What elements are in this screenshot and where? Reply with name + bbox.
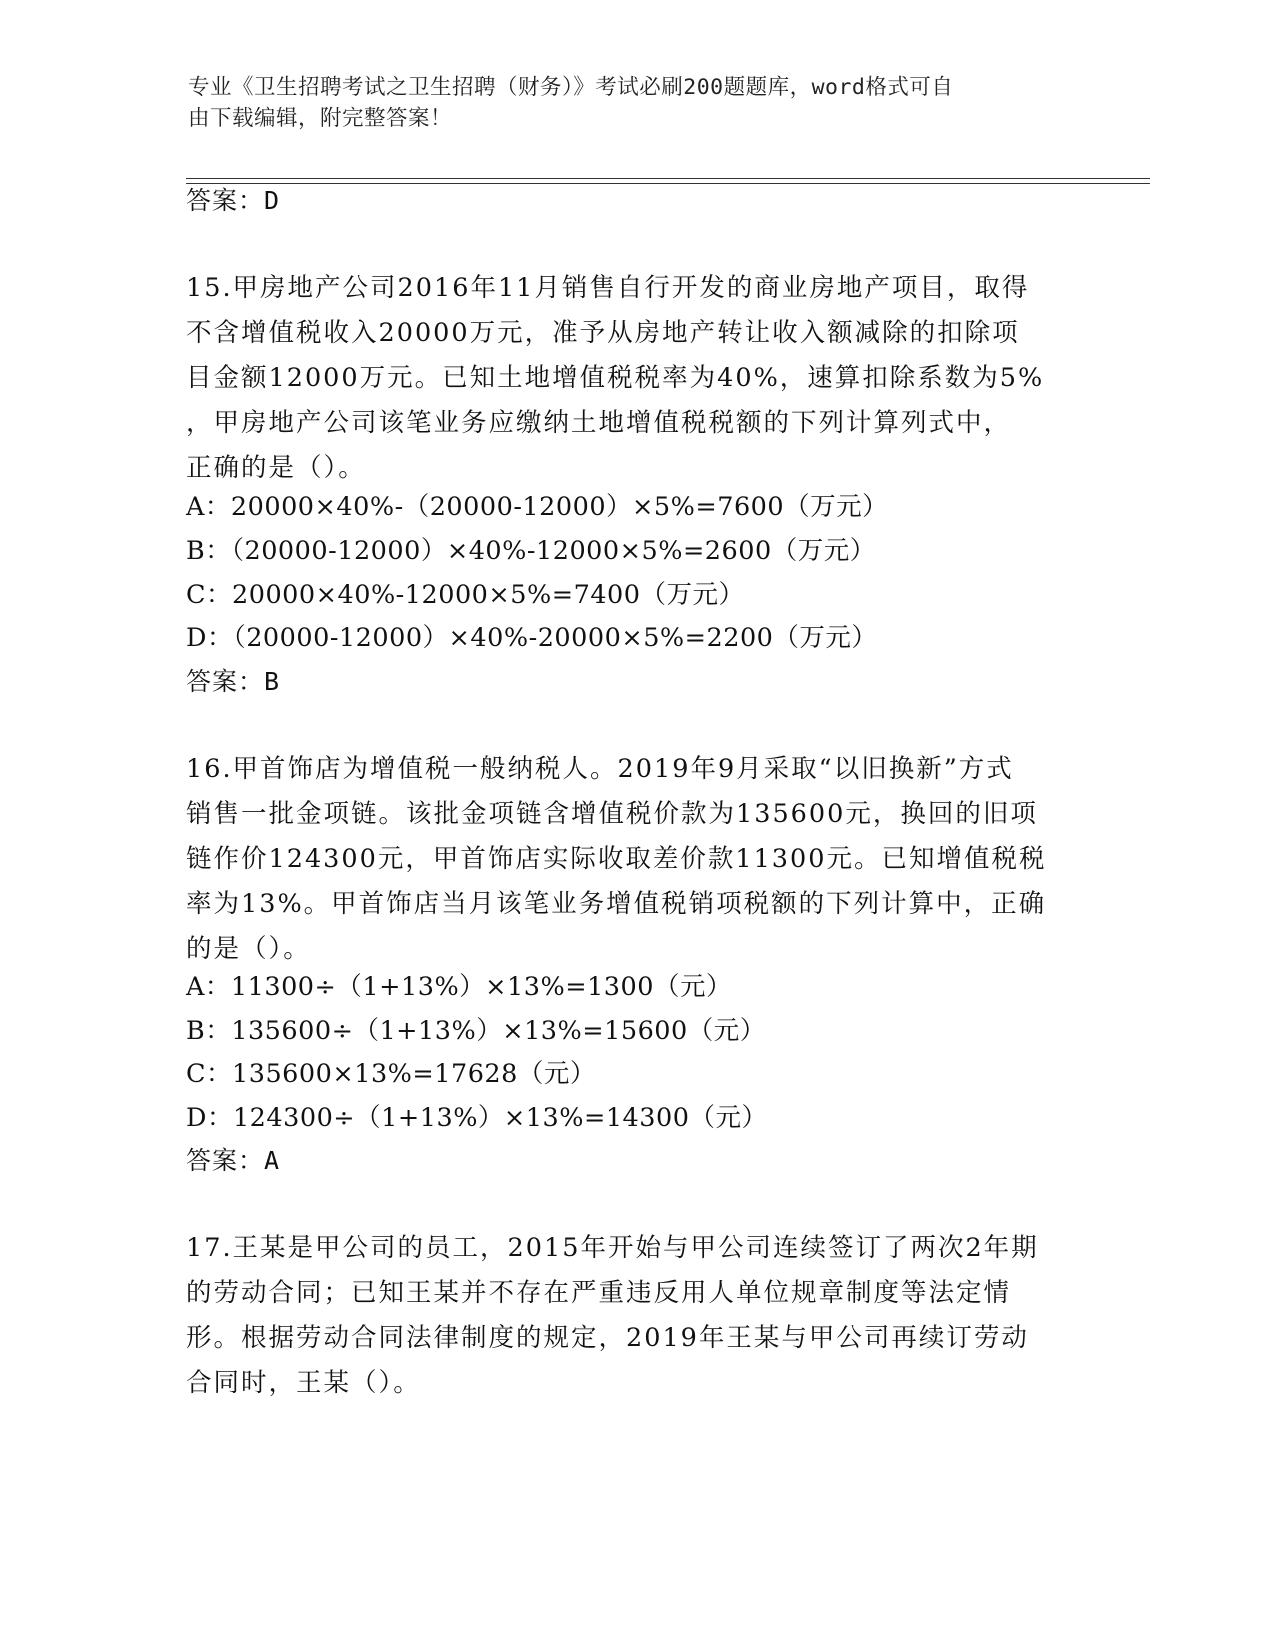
question-16-line-4: 率为13%。甲首饰店当月该笔业务增值税销项税额的下列计算中，正确 [186, 889, 1047, 919]
question-17-line-2: 的劳动合同；已知王某并不存在严重违反用人单位规章制度等法定情 [186, 1278, 1012, 1308]
header-rule-bottom [186, 183, 1150, 184]
question-16-option-d: D：124300÷（1+13%）×13%=14300（元） [186, 1103, 768, 1133]
header-line-1: 专业《卫生招聘考试之卫生招聘（财务）》考试必刷200题题库，word格式可自 [188, 75, 954, 100]
question-15-option-d: D：（20000-12000）×40%-20000×5%=2200（万元） [186, 623, 878, 653]
answer-q14: 答案：D [186, 186, 281, 215]
header-line-2: 由下载编辑，附完整答案！ [188, 106, 453, 131]
document-header [188, 72, 1068, 134]
question-15-option-c: C：20000×40%-12000×5%=7400（万元） [186, 580, 745, 610]
question-15-line-5: 正确的是（）。 [186, 453, 366, 483]
question-16-option-b: B：135600÷（1+13%）×13%=15600（元） [186, 1016, 766, 1046]
question-15-line-1: 15.甲房地产公司2016年11月销售自行开发的商业房地产项目，取得 [186, 273, 1030, 303]
question-15-line-2: 不含增值税收入20000万元，准予从房地产转让收入额减除的扣除项 [186, 318, 1020, 348]
question-16-line-5: 的是（）。 [186, 934, 311, 964]
question-16-line-3: 链作价124300元，甲首饰店实际收取差价款11300元。已知增值税税 [186, 844, 1047, 874]
question-15 [186, 266, 1086, 491]
question-16-option-a: A：11300÷（1+13%）×13%=1300（元） [186, 972, 732, 1002]
header-rule-top [186, 178, 1150, 179]
question-15-option-a: A：20000×40%-（20000-12000）×5%=7600（万元） [186, 492, 889, 522]
question-16-option-c: C：135600×13%=17628（元） [186, 1059, 596, 1089]
question-17-line-3: 形。根据劳动合同法律制度的规定，2019年王某与甲公司再续订劳动 [186, 1323, 1029, 1353]
answer-q15: 答案：B [186, 667, 281, 696]
question-15-line-4: ，甲房地产公司该笔业务应缴纳土地增值税税额的下列计算列式中， [186, 408, 1012, 438]
question-16-line-1: 16.甲首饰店为增值税一般纳税人。2019年9月采取“以旧换新”方式 [186, 754, 1014, 784]
question-17-line-1: 17.王某是甲公司的员工，2015年开始与甲公司连续签订了两次2年期 [186, 1233, 1039, 1263]
question-15-option-b: B：（20000-12000）×40%-12000×5%=2600（万元） [186, 536, 876, 566]
question-17-line-4: 合同时，王某（）。 [186, 1368, 421, 1398]
answer-q16: 答案：A [186, 1146, 281, 1175]
question-15-line-3: 目金额12000万元。已知土地增值税税率为40%，速算扣除系数为5% [186, 363, 1045, 393]
question-16-line-2: 销售一批金项链。该批金项链含增值税价款为135600元，换回的旧项 [186, 799, 1038, 829]
question-16 [186, 747, 1086, 972]
question-17 [186, 1226, 1086, 1406]
